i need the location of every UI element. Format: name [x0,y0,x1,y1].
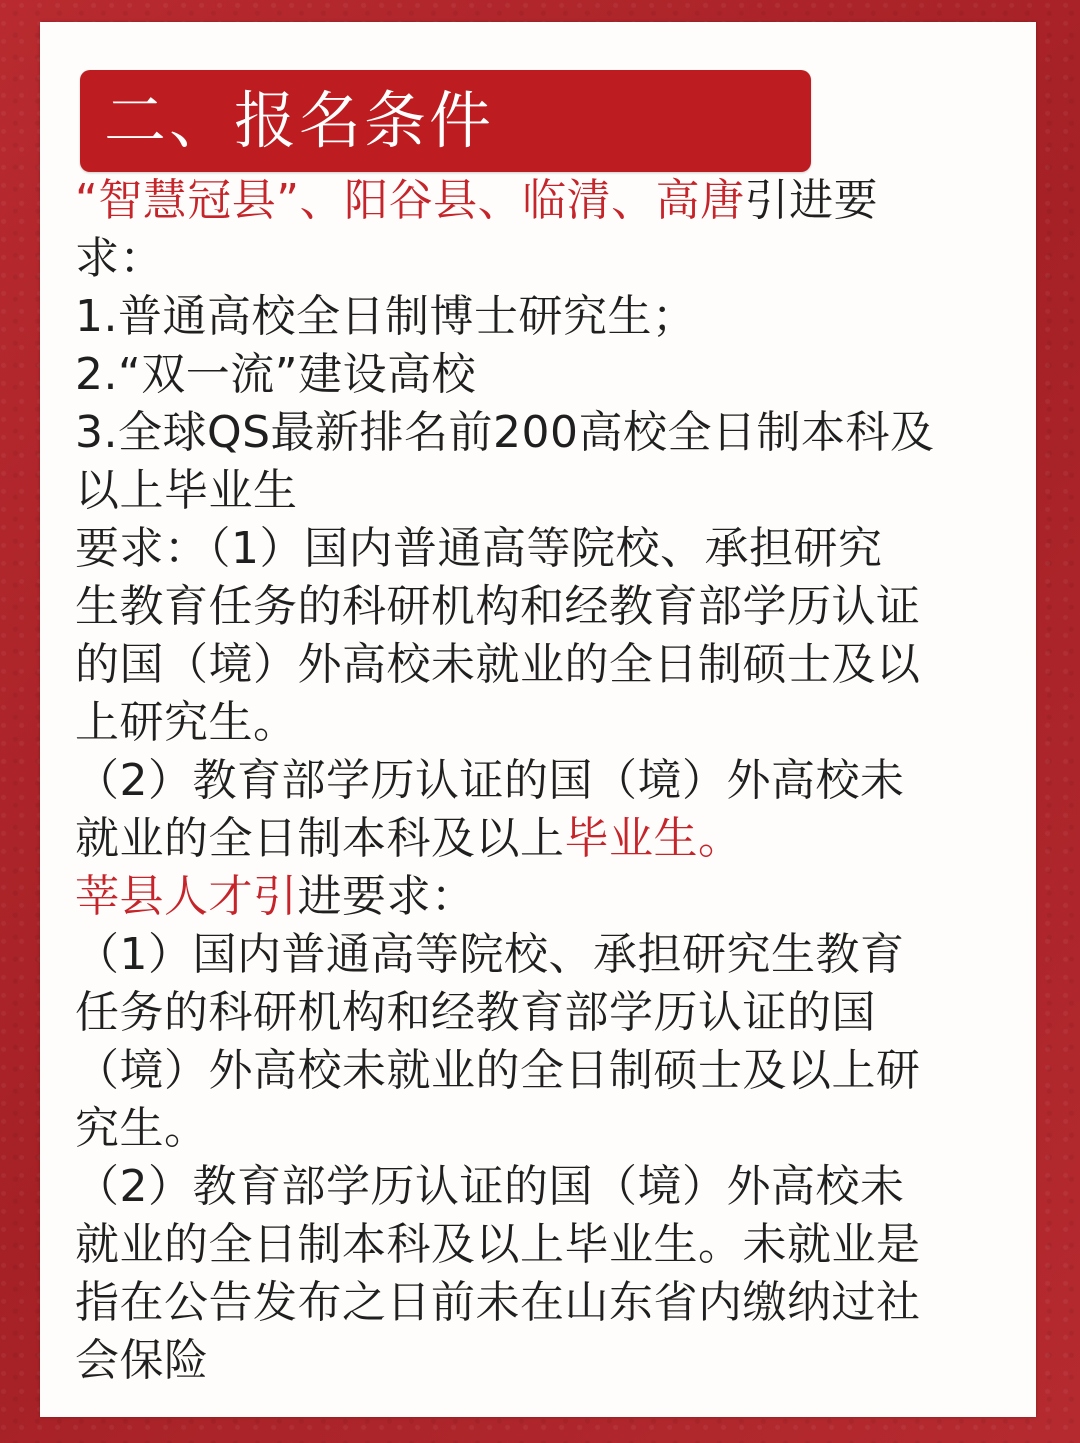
text-line: 求： [75,233,164,284]
highlight-guanxian: 智慧冠县 [98,175,277,226]
list-item: 2.“双一流”建设高校 [75,349,477,400]
requirement-line: 指在公告发布之日前未在山东省内缴纳过社 [75,1277,921,1328]
requirement-line: （2）教育部学历认证的国（境）外高校未 [75,755,905,806]
requirement-line: （2）教育部学历认证的国（境）外高校未 [75,1161,905,1212]
requirement-text: 就业的全日制本科及以上 [75,813,565,864]
requirement-line: （境）外高校未就业的全日制硕士及以上研 [75,1045,921,1096]
line-tail: 引进要 [744,175,879,226]
list-item: 1.普通高校全日制博士研究生； [75,291,697,342]
highlight-linqing: 临清 [522,175,612,226]
requirement-line: 的国（境）外高校未就业的全日制硕士及以 [75,639,921,690]
requirement-line: （1）国内普通高等院校、承担研究生教育 [75,929,905,980]
requirement-line: 上研究生。 [75,697,298,748]
highlight-graduates: 毕业生。 [564,813,743,864]
separator: 、 [477,175,523,226]
section-heading [75,868,1010,926]
list-item-continued: 以上毕业生 [75,465,298,516]
requirement-line: 生教育任务的科研机构和经教育部学历认证 [75,581,921,632]
highlight-gaotang: 高唐 [655,175,745,226]
page-title: 二、报名条件 [104,84,495,157]
requirement-line: 任务的科研机构和经教育部学历认证的国 [75,987,876,1038]
requirement-line: 要求：（1）国内普通高等院校、承担研究 [75,523,883,574]
content-card [40,22,1036,1417]
requirement-line: 究生。 [75,1103,209,1154]
highlight-yanggu: 阳谷县 [344,175,478,226]
requirement-line [75,810,1010,868]
text-line [75,172,1010,230]
requirement-line: 会保险 [75,1335,209,1386]
requirement-line: 就业的全日制本科及以上毕业生。未就业是 [75,1219,921,1270]
quote-open: “ [75,175,99,226]
separator: 、 [611,175,656,226]
quote-close: ”、 [276,175,345,226]
title-banner [80,70,811,172]
content-body [75,172,1010,1390]
heading-tail: 进要求： [297,871,476,922]
highlight-shenxian: 莘县人才引 [75,871,298,922]
list-item: 3.全球QS最新排名前200高校全日制本科及 [75,407,935,458]
